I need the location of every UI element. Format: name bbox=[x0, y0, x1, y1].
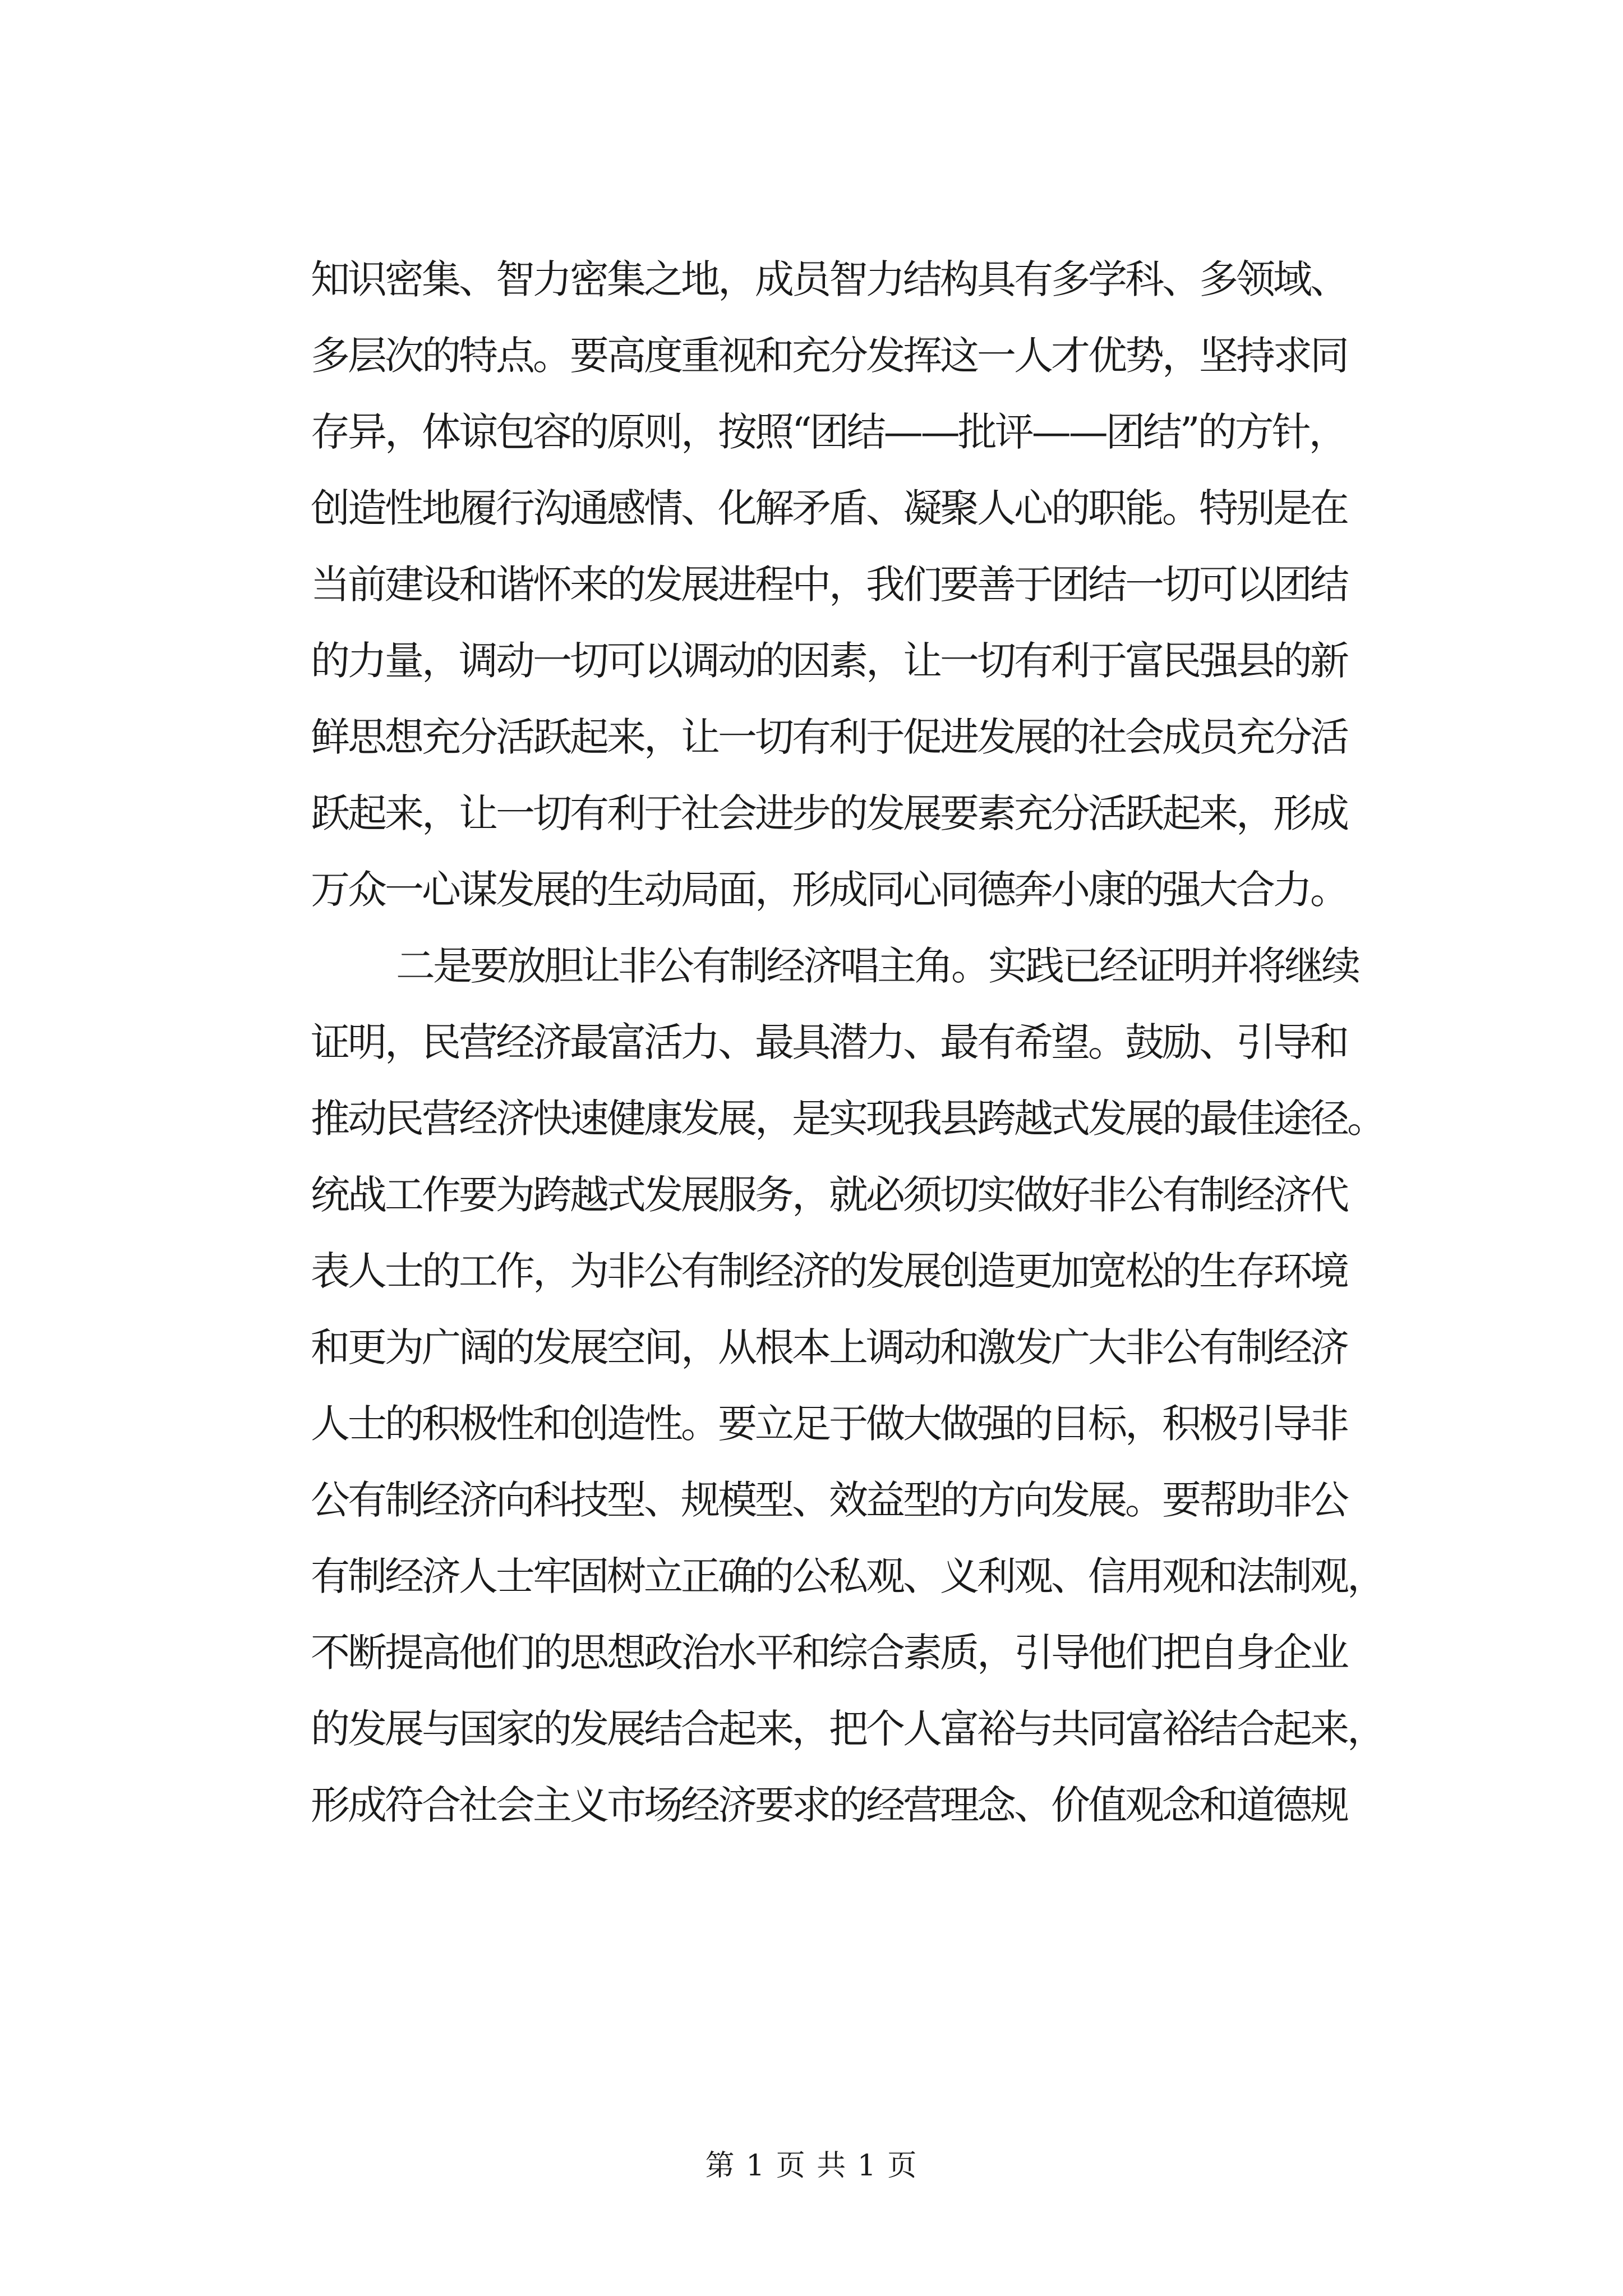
text-line: 人士的积极性和创造性。要立足于做大做强的目标，积极引导非 bbox=[311, 1401, 1347, 1447]
text-line: 有制经济人士牢固树立正确的公私观、义利观、信用观和法制观， bbox=[311, 1553, 1384, 1599]
text-line: 形成符合社会主义市场经济要求的经营理念、价值观念和道德规 bbox=[311, 1782, 1347, 1828]
text-line: 知识密集、智力密集之地，成员智力结构具有多学科、多领域、 bbox=[311, 256, 1347, 302]
page-number-footer: 第 1 页 共 1 页 bbox=[705, 2149, 918, 2183]
text-line: 多层次的特点。要高度重视和充分发挥这一人才优势，坚持求同 bbox=[311, 333, 1347, 379]
text-line: 不断提高他们的思想政治水平和综合素质，引导他们把自身企业 bbox=[311, 1630, 1347, 1676]
text-line: 存异，体谅包容的原则，按照“团结——批评——团结”的方针， bbox=[311, 409, 1346, 455]
text-line: 公有制经济向科技型、规模型、效益型的方向发展。要帮助非公 bbox=[311, 1477, 1347, 1523]
text-line: 当前建设和谐怀来的发展进程中，我们要善于团结一切可以团结 bbox=[311, 562, 1347, 608]
text-line: 的力量，调动一切可以调动的因素，让一切有利于富民强县的新 bbox=[311, 638, 1347, 684]
text-line: 鲜思想充分活跃起来，让一切有利于促进发展的社会成员充分活 bbox=[311, 714, 1347, 760]
text-line: 和更为广阔的发展空间，从根本上调动和激发广大非公有制经济 bbox=[311, 1324, 1347, 1370]
text-line: 万众一心谋发展的生动局面，形成同心同德奔小康的强大合力。 bbox=[311, 867, 1347, 913]
text-line: 统战工作要为跨越式发展服务，就必须切实做好非公有制经济代 bbox=[311, 1172, 1347, 1218]
text-line: 表人士的工作，为非公有制经济的发展创造更加宽松的生存环境 bbox=[311, 1248, 1347, 1294]
text-line: 创造性地履行沟通感情、化解矛盾、凝聚人心的职能。特别是在 bbox=[311, 485, 1347, 531]
text-line: 证明，民营经济最富活力、最具潜力、最有希望。鼓励、引导和 bbox=[311, 1019, 1347, 1065]
paragraph-first-line: 二是要放胆让非公有制经济唱主角。实践已经证明并将继续 bbox=[396, 943, 1358, 989]
text-line: 跃起来，让一切有利于社会进步的发展要素充分活跃起来，形成 bbox=[311, 790, 1347, 836]
text-line: 推动民营经济快速健康发展，是实现我县跨越式发展的最佳途径。 bbox=[311, 1096, 1384, 1142]
text-line: 的发展与国家的发展结合起来，把个人富裕与共同富裕结合起来， bbox=[311, 1706, 1384, 1752]
